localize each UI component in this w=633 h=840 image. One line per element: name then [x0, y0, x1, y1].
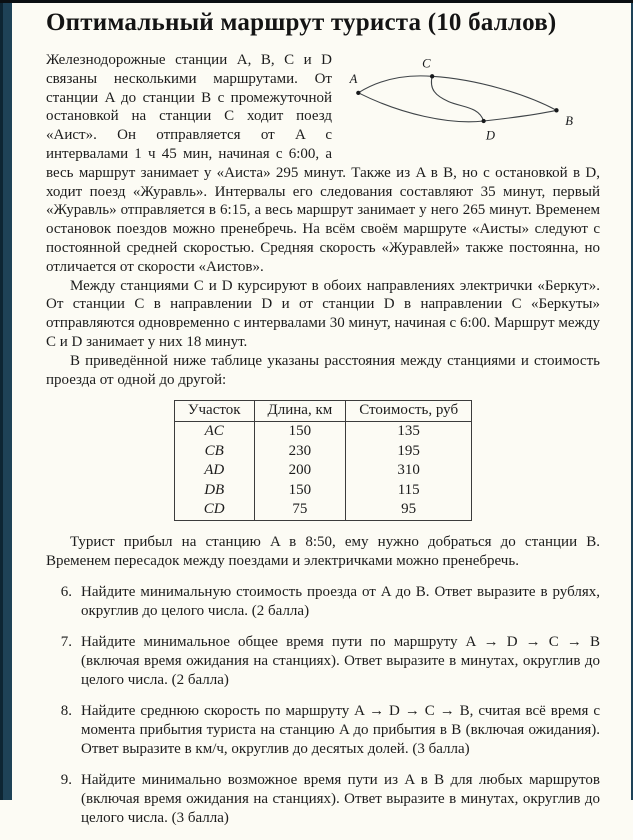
tourist-paragraph: Турист прибыл на станцию A в 8:50, ему нужно добраться до станции B. Временем пересадок между поездами и электричками можно пренебречь.	[46, 533, 600, 569]
table-row	[174, 500, 471, 520]
electric-trains-paragraph: Между станциями C и D курсируют в обоих направлениях электрички «Беркут». От станции C в направлении D и от станции D в направлении C «Беркуты» отправляются одновременно с интервалами 30 минут, начиная с 6:00. Маршрут между C и D занимает у них 18 минут.	[46, 277, 600, 350]
cell-cost: 95	[346, 500, 472, 520]
station-a-dot	[356, 91, 360, 95]
question-item-7	[46, 633, 600, 690]
station-c-dot	[430, 74, 434, 78]
station-c-label: C	[422, 56, 431, 71]
col-header-segment: Участок	[174, 401, 254, 422]
cell-length: 150	[254, 481, 346, 501]
station-graph-svg	[342, 53, 600, 155]
station-b-dot	[554, 108, 558, 112]
col-header-length: Длина, км	[254, 401, 346, 422]
cell-segment: DB	[174, 481, 254, 501]
cell-cost: 115	[346, 481, 472, 501]
link-cd-curve	[431, 76, 483, 121]
document-page	[46, 0, 600, 840]
table-row	[174, 421, 471, 441]
station-d-dot	[481, 119, 485, 123]
page-left-border	[0, 0, 12, 800]
station-d-label: D	[485, 128, 495, 143]
page-title: Оптимальный маршрут туриста (10 баллов)	[46, 9, 557, 36]
col-header-cost: Стоимость, руб	[346, 401, 472, 422]
page-top-border	[0, 0, 633, 3]
station-diagram	[342, 53, 600, 155]
cell-cost: 195	[346, 442, 472, 462]
table-row	[174, 442, 471, 462]
question-text: Найдите минимальное общее время пути по маршруту A → D → C → B (включая время ожидания на станциях). Ответ выразите в минутах, округлив до целого числа. (2 балла)	[81, 633, 600, 688]
cell-cost: 310	[346, 461, 472, 481]
question-item-9	[46, 771, 600, 828]
question-number: 7.	[60, 633, 72, 650]
question-item-6	[46, 583, 600, 621]
station-a-label: A	[349, 72, 358, 87]
question-number: 8.	[60, 702, 72, 719]
intro-paragraph	[46, 51, 600, 277]
cell-length: 230	[254, 442, 346, 462]
table-intro-paragraph: В приведённой ниже таблице указаны расстояния между станциями и стоимость проезда от одной до другой:	[46, 352, 600, 388]
table-header-row	[174, 401, 471, 422]
question-number: 6.	[60, 583, 72, 600]
question-item-8	[46, 702, 600, 759]
cell-length: 200	[254, 461, 346, 481]
table-row	[174, 481, 471, 501]
question-text: Найдите минимально возможное время пути из A в B для любых маршрутов (включая время ожидания на станциях). Ответ выразите в минутах, округлив до целого числа. (3 балла)	[81, 771, 600, 826]
cell-segment: AD	[174, 461, 254, 481]
station-b-label: B	[565, 113, 573, 128]
cell-length: 150	[254, 421, 346, 441]
question-number: 9.	[60, 771, 72, 788]
cell-length: 75	[254, 500, 346, 520]
distance-cost-table	[174, 400, 472, 521]
questions-list	[46, 583, 600, 828]
cell-segment: CB	[174, 442, 254, 462]
cell-cost: 135	[346, 421, 472, 441]
intro-paragraph-text: Железнодорожные станции A, B, C и D связаны несколькими маршрутами. От станции A до станции B с промежуточной остановкой на станции C ходит поезд «Аист». Он отправляется от A с интервалами 1 ч 45 мин, начиная с 6:00, а весь маршрут занимает у «Аиста» 295 минут. Также из A в B, но с остановкой в D, ходит поезд «Журавль». Интервалы его следования составляют 35 минут, первый «Журавль» отправляется в 6:15, а весь маршрут занимает у него 265 минут. Временем остановок поездов можно пренебречь. На всём своём маршруте «Аисты» следуют с постоянной средней скоростью. Средняя скорость «Журавлей» также постоянна, но отличается от скорости «Аистов».	[46, 52, 600, 275]
question-text: Найдите среднюю скорость по маршруту A → D → C → B, считая всё время с момента прибытия туриста на станцию A до прибытия в B (включая ожидания). Ответ выразите в км/ч, округлив до десятых долей. (3 балла)	[81, 702, 600, 757]
cell-segment: CD	[174, 500, 254, 520]
table-row	[174, 461, 471, 481]
cell-segment: AC	[174, 421, 254, 441]
question-text: Найдите минимальную стоимость проезда от A до B. Ответ выразите в рублях, округлив до целого числа. (2 балла)	[81, 583, 600, 619]
